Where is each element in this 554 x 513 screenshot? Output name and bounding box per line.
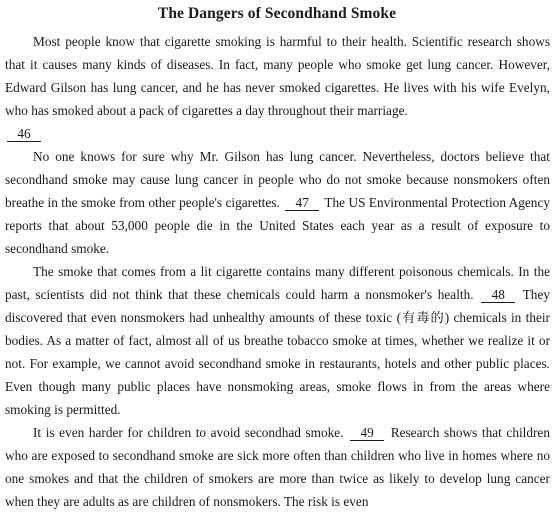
answer-blank-49: 49	[350, 426, 384, 441]
paragraph-2	[5, 145, 550, 260]
answer-blank-46: 46	[7, 127, 41, 142]
paragraph-text: They discovered that even nonsmokers had unhealthy amounts of these toxic (有毒的) chemicals in their bodies. As a matter of fact, almost all of us breathe tobacco smoke at times, whether we realize it or not. For example, we cannot avoid secondhand smoke in restaurants, hotels and other public places. Even though many public places have nonsmoking areas, smoke flows in from the areas where smoking is permitted.	[5, 287, 551, 417]
paragraph-text: The US Environmental Protection Agency reports that about 53,000 people die in the United States each year as a result of exposure to secondhand smoke.	[5, 195, 550, 256]
answer-blank-48: 48	[481, 288, 515, 303]
paragraph-text: Most people know that cigarette smoking is harmful to their health. Scientific research shows that it causes many kinds of diseases. In fact, many people who smoke get lung cancer. However, Edward Gilson has lung cancer, and he has never smoked cigarettes. He lives with his wife Evelyn, who has smoked about a pack of cigarettes a day throughout their marriage.	[5, 34, 550, 118]
answer-blank-47: 47	[285, 196, 319, 211]
paragraph-text: The smoke that comes from a lit cigarette contains many different poisonous chemicals. In the past, scientists did not think that these chemicals could harm a nonsmoker's health.	[5, 264, 550, 302]
document-body	[5, 30, 550, 513]
paragraph-text: It is even harder for children to avoid secondhad smoke.	[33, 425, 349, 440]
paragraph-1	[5, 30, 550, 145]
paragraph-text: Research shows that children who are exposed to secondhand smoke are sick more often than children who live in homes where no one smokes and that the children of smokers are more than twice as likely to develop lung cancer when they are adults as are children of nonsmokers. The risk is even	[5, 425, 550, 509]
document-title: The Dangers of Secondhand Smoke	[157, 5, 397, 22]
paragraph-text: No one knows for sure why Mr. Gilson has lung cancer. Nevertheless, doctors believe that secondhand smoke may cause lung cancer in people who do not smoke because nonsmokers often breathe in the smoke from other people's cigarettes.	[5, 149, 550, 210]
paragraph-3	[5, 260, 550, 421]
paragraph-4	[5, 421, 550, 513]
